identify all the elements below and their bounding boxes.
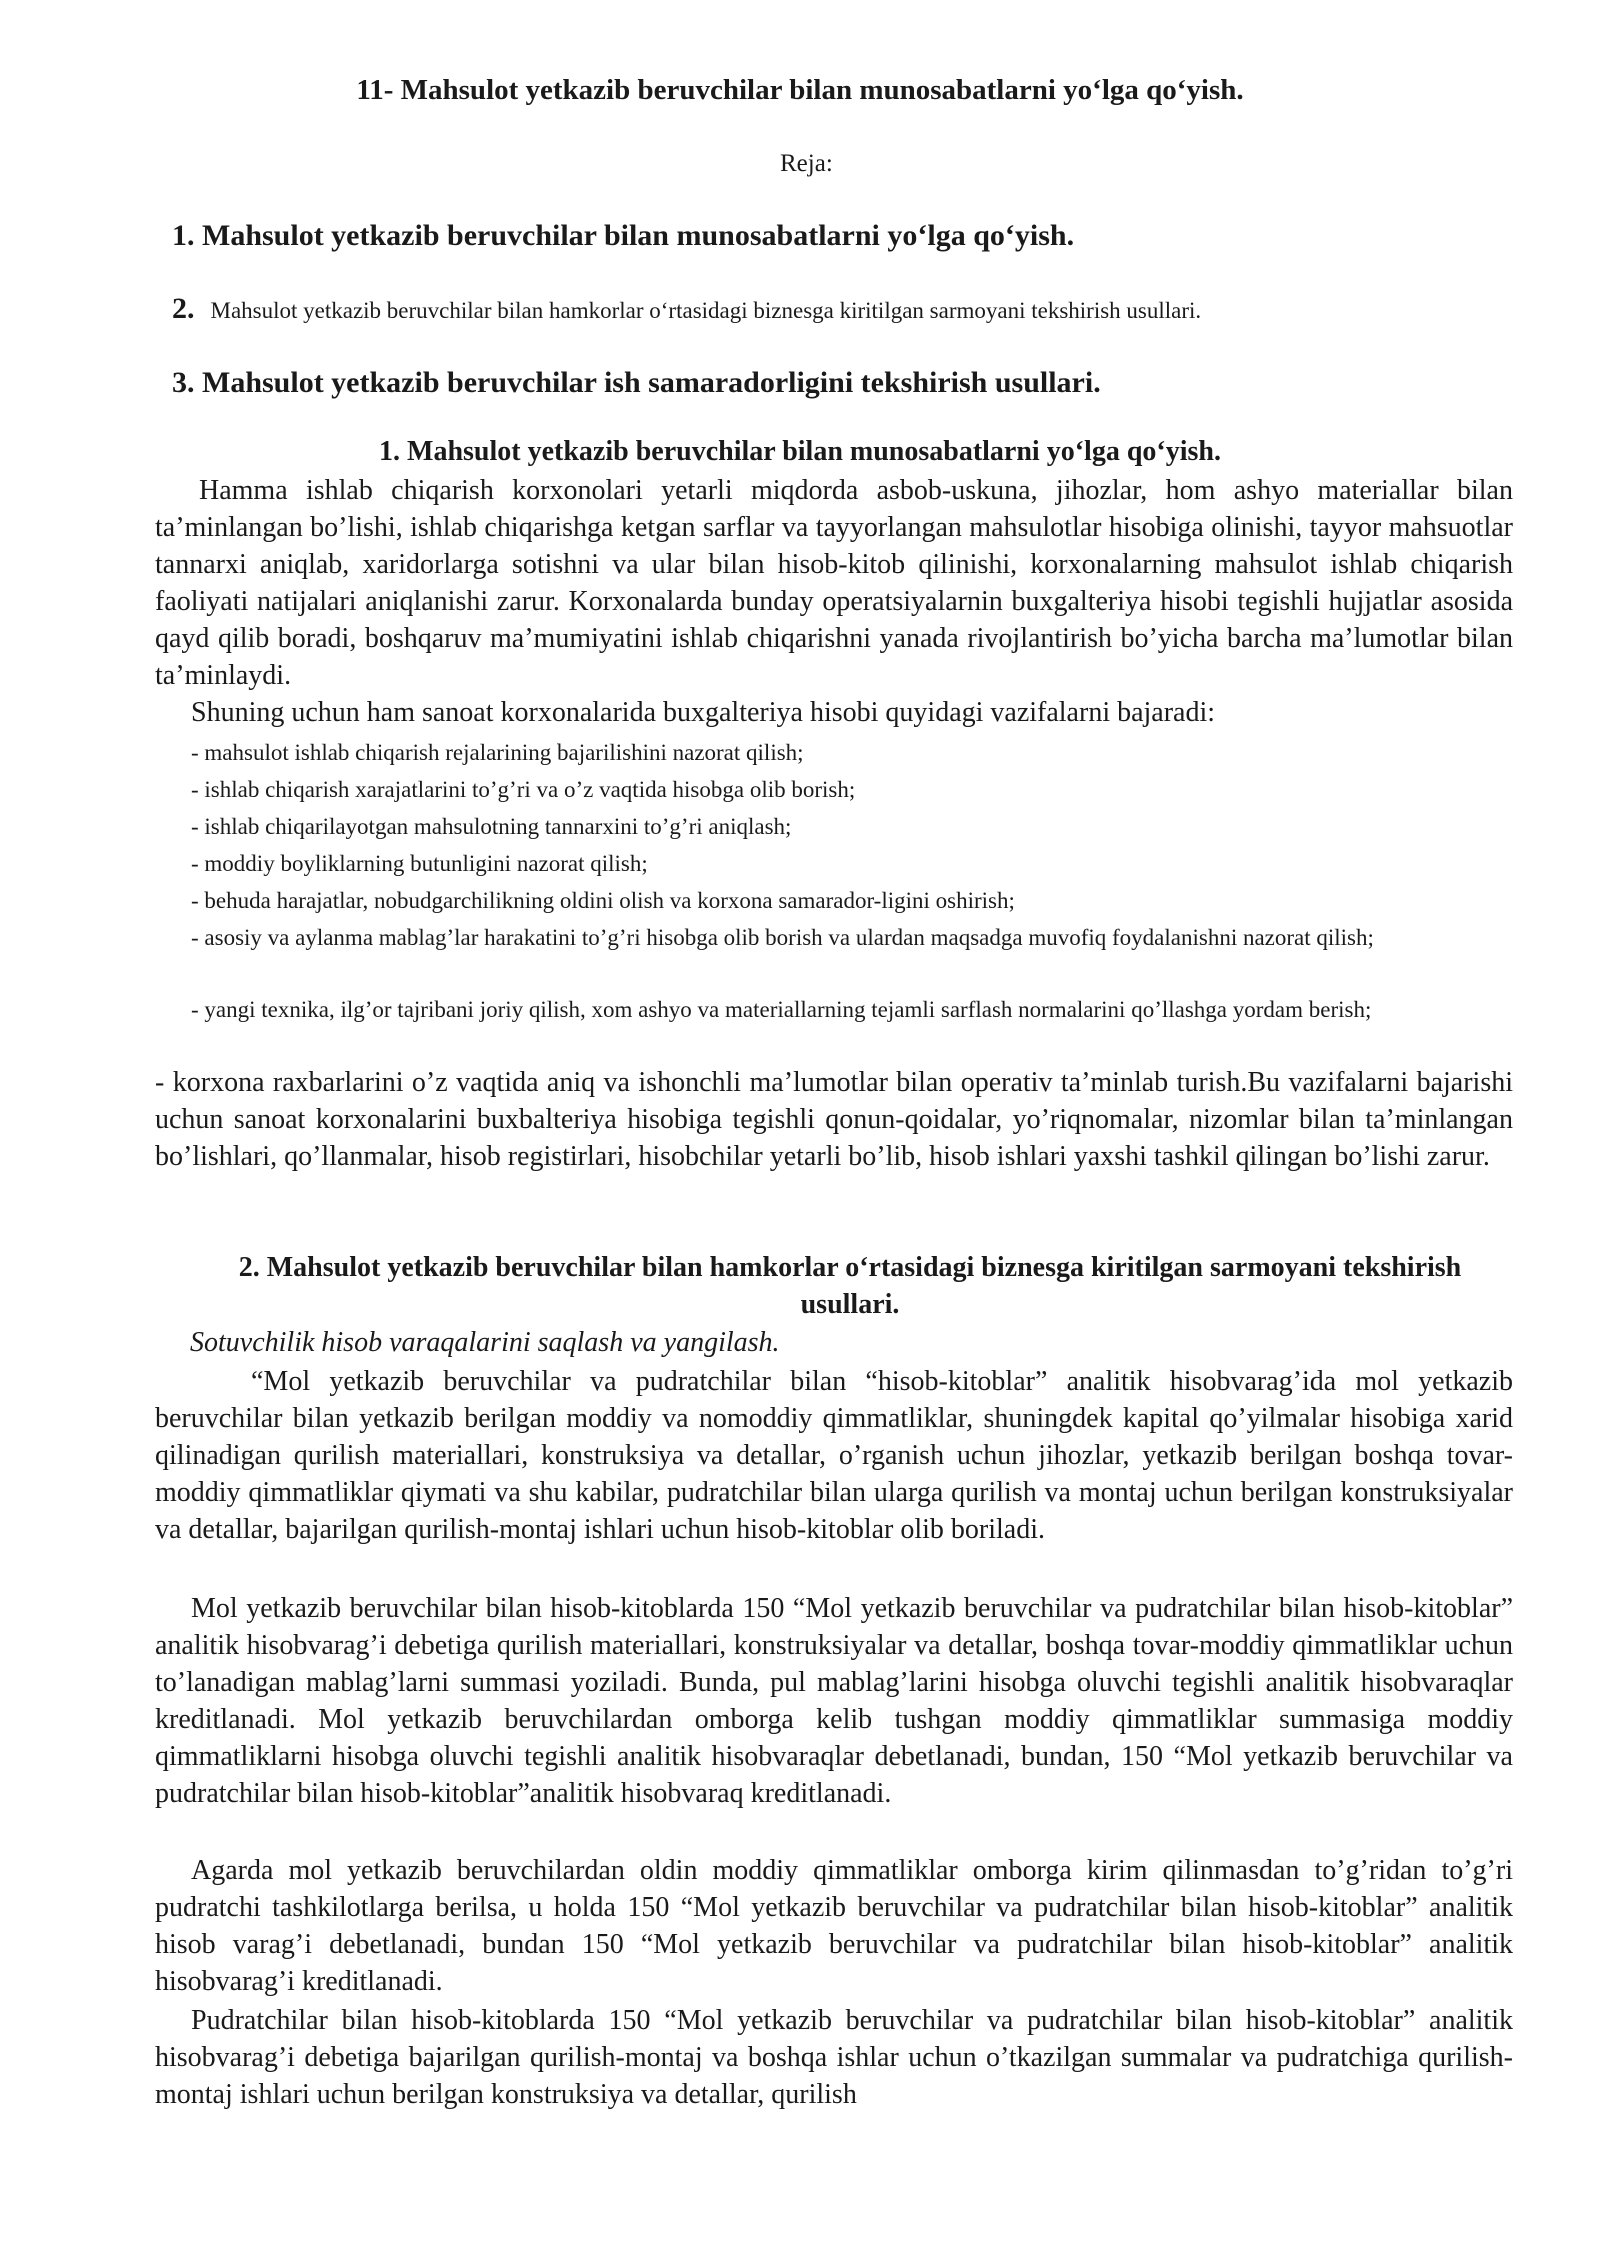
section-2-paragraph-1: “Mol yetkazib beruvchilar va pudratchilar bilan “hisob-kitoblar” analitik hisobvarag’ida mol yetkazib beruvchilar bilan yetkazib berilgan moddiy va nomoddiy qimmatliklar, shuningdek kapital qo’yilmalar hisobiga xarid qilinadigan qurilish materiallari, konstruksiya va detallar, o’rganish uchun jihozlar, yetkazib berilgan boshqa tovar-moddiy qimmatliklar qiymati va shu kabilar, pudratchilar bilan ularga qurilish va montaj uchun berilgan konstruksiyalar va detallar, bajarilgan qurilish-montaj ishlari uchun hisob-kitoblar olib boriladi. [155,1366,1513,1545]
section-1-paragraph-1: Hamma ishlab chiqarish korxonolari yetarli miqdorda asbob-uskuna, jihozlar, hom ashyo materiallar bilan ta’minlangan bo’lishi, ishlab chiqarishga ketgan sarflar va tayyorlangan mahsulotlar hisobiga olinishi, tayyor mahsuotlar tannarxi aniqlab, xaridorlarga sotishni va ular bilan hisob-kitob qilinishi, korxonalarning mahsulot ishlab chiqarish faoliyati natijalari aniqlanishi zarur. Korxonalarda bunday operatsiyalarnin buxgalteriya hisobi tegishli hujjatlar asosida qayd qilib boradi, boshqaruv ma’mumiyatini ishlab chiqarishni yanada rivojlantirish bo’yicha barcha ma’lumotlar bilan ta’minlaydi. [155,475,1513,691]
section-2-heading: 2. Mahsulot yetkazib beruvchilar bilan hamkorlar o‘rtasidagi biznesga kiritilgan sarmoyani tekshirish usullari. [238,1252,1462,1320]
section-2-paragraph-2: Mol yetkazib beruvchilar bilan hisob-kitoblarda 150 “Mol yetkazib beruvchilar va pudratchilar bilan hisob-kitoblar” analitik hisobvarag’i debetiga qurilish materiallari, konstruksiyalar va detallar, boshqa tovar-moddiy qimmatliklar uchun to’lanadigan mablag’larni summasi yoziladi. Bunda, pul mablag’larini hisobga oluvchi tegishli analitik hisobvaraqlar kreditlanadi. Mol yetkazib beruvchilardan omborga kelib tushgan moddiy qimmatliklar summasiga moddiy qimmatliklarni hisobga oluvchi tegishli analitik hisobvaraqlar debetlanadi, bundan, 150 “Mol yetkazib beruvchilar va pudratchilar bilan hisob-kitoblar”analitik hisobvaraq kreditlanadi. [155,1593,1513,1809]
section-1-paragraph-2: Shuning uchun ham sanoat korxonalarida buxgalteriya hisobi quyidagi vazifalarni bajaradi: [191,697,1216,728]
plan-item-2-number: 2. [172,292,195,325]
duty-list-item: - ishlab chiqarilayotgan mahsulotning tannarxini to’g’ri aniqlash; [191,814,792,839]
plan-item-1: 1. Mahsulot yetkazib beruvchilar bilan munosabatlarni yo‘lga qo‘yish. [172,219,1075,252]
document-title: 11- Mahsulot yetkazib beruvchilar bilan munosabatlarni yo‘lga qo‘yish. [356,74,1244,106]
plan-item-2-text: Mahsulot yetkazib beruvchilar bilan hamkorlar o‘rtasidagi biznesga kiritilgan sarmoyani tekshirish usullari. [210,298,1202,323]
duty-list-item: - mahsulot ishlab chiqarish rejalarining bajarilishini nazorat qilish; [191,740,804,765]
plan-item-3: 3. Mahsulot yetkazib beruvchilar ish samaradorligini tekshirish usullari. [172,366,1101,399]
duty-list-item: - yangi texnika, ilg’or tajribani joriy qilish, xom ashyo va materiallarning tejamli sarflash normalarini qo’llashga yordam berish; [191,997,1372,1022]
duty-list-item: - ishlab chiqarish xarajatlarini to’g’ri va o’z vaqtida hisobga olib borish; [191,777,856,802]
section-2-subheading: Sotuvchilik hisob varaqalarini saqlash va yangilash. [190,1327,780,1358]
section-2-paragraph-3: Agarda mol yetkazib beruvchilardan oldin moddiy qimmatliklar omborga kirim qilinmasdan to’g’ridan to’g’ri pudratchi tashkilotlarga berilsa, u holda 150 “Mol yetkazib beruvchilar va pudratchilar bilan hisob-kitoblar” analitik hisob varag’i debetlanadi, bundan 150 “Mol yetkazib beruvchilar va pudratchilar bilan hisob-kitoblar” analitik hisobvarag’i kreditlanadi. [155,1855,1513,1997]
section-2-paragraph-4: Pudratchilar bilan hisob-kitoblarda 150 “Mol yetkazib beruvchilar va pudratchilar bilan hisob-kitoblar” analitik hisobvarag’i debetiga bajarilgan qurilish-montaj va boshqa ishlar uchun o’tkazilgan summalar va pudratchiga qurilish-montaj ishlari uchun berilgan konstruksiya va detallar, qurilish [155,2005,1513,2110]
duty-list-item: - behuda harajatlar, nobudgarchilikning oldini olish va korxona samarador-ligini oshirish; [191,888,1015,913]
section-1-paragraph-3: - korxona raxbarlarini o’z vaqtida aniq va ishonchli ma’lumotlar bilan operativ ta’minlab turish.Bu vazifalarni bajarishi uchun sanoat korxonalarini buxbalteriya hisobiga tegishli qonun-qoidalar, yo’riqnomalar, nizomlar bilan ta’minlangan bo’lishlari, qo’llanmalar, hisob registirlari, hisobchilar yetarli bo’lib, hisob ishlari yaxshi tashkil qilingan bo’lishi zarur. [155,1067,1513,1172]
plan-item-2 [172,292,1201,326]
section-1-heading: 1. Mahsulot yetkazib beruvchilar bilan munosabatlarni yo‘lga qo‘yish. [379,436,1221,467]
plan-label: Reja: [780,150,833,177]
duty-list-item: - asosiy va aylanma mablag’lar harakatini to’g’ri hisobga olib borish va ulardan maqsadga muvofiq foydalanishni nazorat qilish; [191,925,1374,950]
duty-list-item: - moddiy boyliklarning butunligini nazorat qilish; [191,851,648,876]
